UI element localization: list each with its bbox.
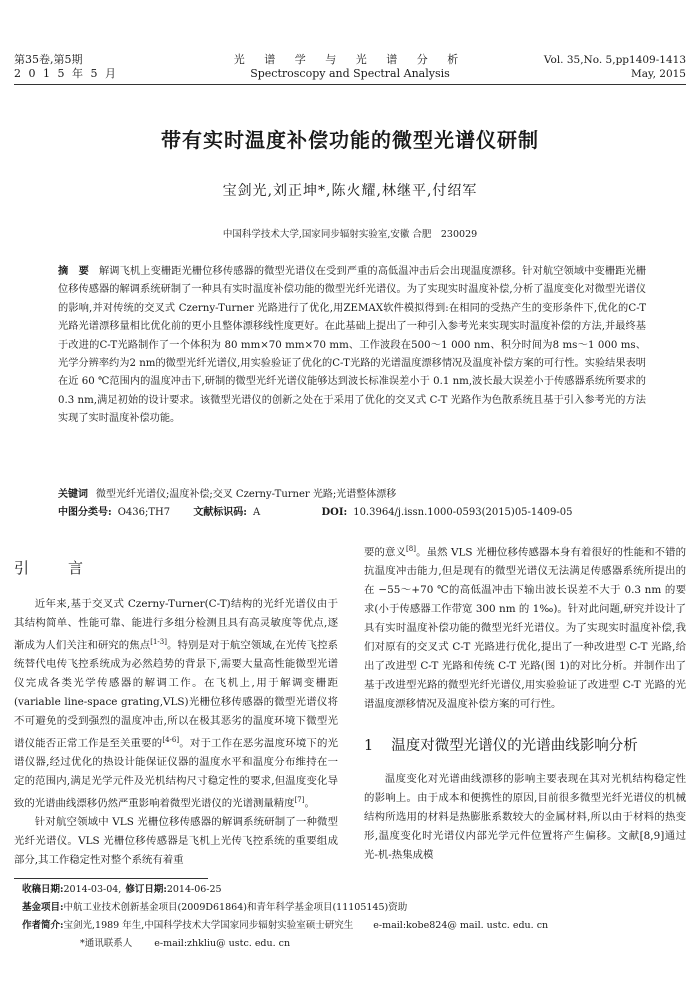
- section-1-body: [364, 770, 686, 865]
- left-column-body: [14, 595, 338, 870]
- citation: [4-6]: [162, 735, 180, 744]
- classification-line: [58, 504, 648, 521]
- doi-label: DOI:: [321, 507, 348, 518]
- section-1-paragraph: 温度变化对光谱曲线漂移的影响主要表现在其对光机结构稳定性的影响上。由于成本和便携性的原因,目前很多微型光纤光谱仪的机械结构所选用的材料是热膨胀系数较大的金属材料,所以由于材料的热变形,温度变化时光谱仪内部光学元件位置将产生偏移。文献[8,9]通过光-机-热集成模: [364, 773, 686, 861]
- intro-paragraph-continued: 要的意义[8]。虽然 VLS 光栅位移传感器本身有着很好的性能和不错的抗温度冲击能力,但是现有的微型光谱仪无法满足传感器系统所提出的在 −55～+70 ℃的高低温冲击下输出波长误差不大于 0.3 nm 的要求(小于传感器工作带宽 300 nm 的 1‰)。针对此问题,研究并设计了具有实时温度补偿功能的微型光纤光谱仪。为了实现实时温度补偿,我们对原有的交叉式 C-T 光路进行优化,提出了一种改进型 C-T 光路,给出了改进型 C-T 光路和传统 C-T 光路(图 1)的对比分析。并制作出了基于改进型光路的微型光纤光谱仪,用实验验证了改进型 C-T 光路的光谱温度漂移情况及温度补偿方案的可行性。: [364, 545, 686, 710]
- issue-date: 2 0 1 5 年 5 月: [14, 67, 118, 80]
- doc-code-label: 文献标识码:: [193, 507, 248, 518]
- corresponding-email: e-mail:zhkliu@ ustc. edu. cn: [154, 938, 291, 949]
- section-1-heading: [364, 734, 686, 755]
- citation: [7]: [294, 796, 305, 804]
- author-email: e-mail:kobe824@ mail. ustc. edu. cn: [373, 920, 549, 931]
- doc-code-value: A: [253, 507, 261, 518]
- clc-value: O436;TH7: [117, 507, 171, 518]
- keywords: [58, 486, 648, 503]
- fund-footnote: 基金项目:中航工业技术创新基金项目(2009D61864)和青年科学基金项目(11105145)资助: [22, 902, 408, 913]
- paper-title: 带有实时温度补偿功能的微型光谱仪研制: [161, 128, 539, 152]
- journal-name-en: Spectroscopy and Spectral Analysis: [250, 67, 450, 80]
- keywords-label: 关键词: [58, 489, 88, 500]
- journal-pages-info: [544, 53, 686, 81]
- footnote-divider: [14, 878, 208, 879]
- citation: [1-3]: [150, 637, 167, 646]
- section-title: 温度对微型光谱仪的光谱曲线影响分析: [391, 738, 638, 754]
- intro-heading: 引 言: [14, 559, 96, 577]
- abstract-label: 摘 要: [58, 265, 89, 277]
- abstract-text: 解调飞机上变栅距光栅位移传感器的微型光谱仪在受到严重的高低温冲击后会出现温度漂移。针对航空领域中变栅距光栅位移传感器的解调系统研制了一种具有实时温度补偿功能的微型光纤光谱仪。为了实现实时温度补偿,分析了温度变化对微型光谱仪的影响,并对传统的交叉式 Czerny-Turner 光路进行了优化,用ZEMAX软件模拟得到:在相同的受热产生的变形条件下,优化的C-T光路光谱漂移量相比优化前的更小且整体漂移线性度更好。在此基础上提出了一种引入参考光来实现实时温度补偿的方法,并最终基于改进的C-T光路制作了一个体积为 80 mm×70 mm×70 mm、工作波段在500～1 000 nm、积分时间为8 ms～1 000 ms、光学分辨率约为2 nm的微型光纤光谱仪,用实验验证了优化的C-T光路的光谱温度漂移情况及温度补偿方案的可行性。实验结果表明在近 60 ℃范围内的温度冲击下,研制的微型光纤光谱仪能够达到波长标准误差小于 0.1 nm,波长最大误差小于传感器系统所要求的 0.3 nm,满足初始的设计要求。该微型光谱仪的创新之处在于采用了优化的交叉式 C-T 光路作为色散系统且基于引入参考光的方法实现了实时温度补偿功能。: [58, 266, 647, 425]
- keywords-text: 微型光纤光谱仪;温度补偿;交叉 Czerny-Turner 光路;光谱整体漂移: [96, 489, 397, 500]
- dates-footnote: 收稿日期:2014-03-04, 修订日期:2014-06-25: [22, 884, 222, 895]
- volume-pages: Vol. 35,No. 5,pp1409-1413: [543, 54, 686, 66]
- bio-footnote: 作者简介:宝剑光,1989 年生,中国科学技术大学国家同步辐射实验室硕士研究生 e-mail:kobe824@ mail. ustc. edu. cn: [22, 920, 549, 931]
- intro-paragraph-2: 针对航空领域中 VLS 光栅位移传感器的解调系统研制了一种微型光纤光谱仪。VLS 光栅位移传感器是飞机上光传飞控系统的重要组成部分,其工作稳定性对整个系统有着重: [14, 816, 338, 867]
- affiliation: 中国科学技术大学,国家同步辐射实验室,安徽 合肥 230029: [222, 229, 478, 240]
- abstract: [58, 262, 646, 429]
- corresponding-footnote: *通讯联系人 e-mail:zhkliu@ ustc. edu. cn: [80, 938, 291, 949]
- citation: [8]: [406, 545, 416, 553]
- header-divider: [14, 84, 686, 85]
- issue-month: May, 2015: [631, 68, 686, 80]
- intro-paragraph-1: 近年来,基于交叉式 Czerny-Turner(C-T)结构的光纤光谱仪由于其结构简单、性能可靠、能进行多组分检测且具有高灵敏度等优点,逐渐成为人们关注和研究的焦点[1-3]。特别是对于航空领域,在光传飞控系统替代电传飞控系统成为必然趋势的背景下,需要大量高性能微型光谱仪完成各类光学传感器的解调工作。在飞机上,用于解调变栅距(variable line-space grating,VLS)光栅位移传感器的微型光谱仪将不可避免的受到强烈的温度冲击,所以在极其恶劣的温度环境下微型光谱仪能否正常工作是至关重要的[4-6]。对于工作在恶劣温度环境下的光谱仪器,经过优化的热设计能保证仪器的温度水平和温度分布维持在一定的范围内,满足光学元件及光机结构尺寸稳定性的要求,但温度变化导致的光谱曲线漂移仍然严重影响着微型光谱仪的光谱测量精度[7]。: [14, 598, 339, 810]
- doi-value: 10.3964/j.issn.1000-0593(2015)05-1409-05: [353, 507, 573, 518]
- right-column-body: [364, 540, 686, 714]
- clc-label: 中图分类号:: [58, 507, 112, 518]
- section-number: 1: [364, 738, 374, 754]
- author-list: 宝剑光,刘正坤*,陈火耀,林继平,付绍军: [222, 183, 478, 199]
- journal-name-zh: 光 谱 学 与 光 谱 分 析: [233, 53, 467, 66]
- volume-issue: 第35卷,第5期: [14, 53, 83, 66]
